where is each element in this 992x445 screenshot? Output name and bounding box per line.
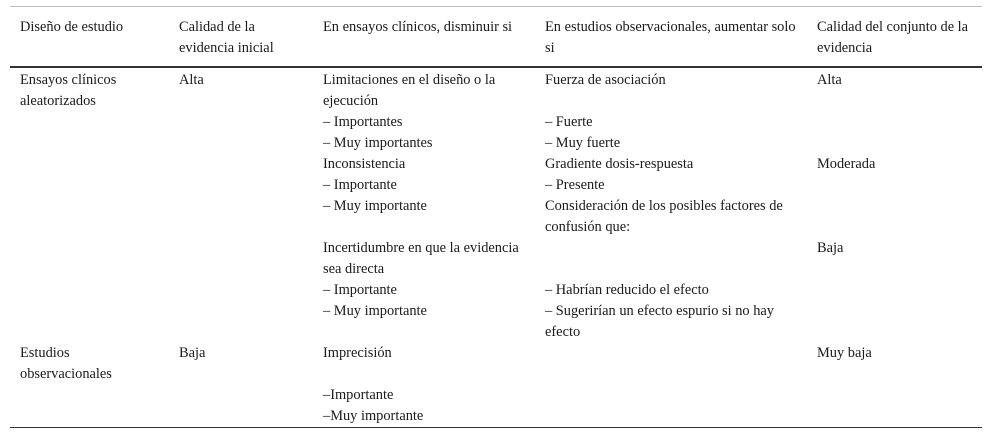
table-cell — [169, 301, 313, 343]
table-cell — [807, 406, 982, 428]
header-row — [10, 7, 982, 68]
table-cell: Baja — [817, 240, 844, 256]
table-cell — [169, 175, 313, 196]
header-cell-decrease-if: En ensayos clínicos, disminuir si — [323, 19, 513, 35]
table-cell: Muy baja — [817, 345, 872, 361]
table-cell — [10, 196, 169, 238]
table-row — [10, 301, 982, 343]
table-cell: Moderada — [817, 156, 876, 172]
table-row — [10, 133, 982, 154]
table-cell: Consideración de los posibles factores de confusión que: — [545, 198, 783, 235]
table-cell: Alta — [179, 72, 204, 88]
table-cell — [10, 238, 169, 280]
table-cell — [169, 154, 313, 175]
header-cell-initial-quality: Calidad de la evidencia inicial — [179, 19, 274, 56]
table-cell — [169, 406, 313, 428]
table-row — [10, 175, 982, 196]
table-cell — [807, 175, 982, 196]
table-cell: – Muy importantes — [323, 135, 433, 151]
table-row — [10, 406, 982, 428]
table-cell — [807, 385, 982, 406]
table-cell — [10, 133, 169, 154]
table-cell: – Habrían reducido el efecto — [545, 282, 709, 298]
table-header — [10, 7, 982, 68]
header-cell-overall-quality: Calidad del conjunto de la evidencia — [817, 19, 969, 56]
table-cell — [10, 112, 169, 133]
table-cell: – Importantes — [323, 114, 403, 130]
table-cell: – Presente — [545, 177, 605, 193]
table-cell: – Muy importante — [323, 198, 427, 214]
table-row — [10, 343, 982, 385]
table-cell — [169, 196, 313, 238]
table-cell: Alta — [817, 72, 842, 88]
table-cell: Limitaciones en el diseño o la ejecución — [323, 72, 496, 109]
table-cell: –Importante — [323, 387, 394, 403]
table-row — [10, 196, 982, 238]
table-cell: – Importante — [323, 282, 397, 298]
table-cell: – Sugerirían un efecto espurio si no hay efecto — [545, 303, 774, 340]
table-row — [10, 112, 982, 133]
table-cell: Estudios observacionales — [20, 345, 112, 382]
evidence-quality-table-container — [10, 6, 982, 428]
table-cell — [807, 301, 982, 343]
table-cell: Baja — [179, 345, 206, 361]
table-cell — [807, 133, 982, 154]
table-body — [10, 67, 982, 428]
table-cell — [10, 385, 169, 406]
table-cell: – Importante — [323, 177, 397, 193]
table-cell: Imprecisión — [323, 345, 392, 361]
table-cell — [10, 301, 169, 343]
table-cell — [169, 133, 313, 154]
table-row — [10, 280, 982, 301]
table-cell — [169, 238, 313, 280]
table-cell: –Muy importante — [323, 408, 424, 424]
table-cell — [535, 406, 807, 428]
table-cell — [807, 112, 982, 133]
table-cell: – Fuerte — [545, 114, 593, 130]
table-row — [10, 154, 982, 175]
table-cell — [535, 343, 807, 385]
evidence-quality-table — [10, 6, 982, 428]
table-cell — [535, 238, 807, 280]
table-cell: – Muy fuerte — [545, 135, 621, 151]
table-row — [10, 385, 982, 406]
table-cell: – Muy importante — [323, 303, 427, 319]
table-cell — [10, 406, 169, 428]
table-row — [10, 67, 982, 112]
table-cell — [535, 385, 807, 406]
header-cell-increase-if: En estudios observacionales, aumentar solo si — [545, 19, 796, 56]
table-cell — [169, 385, 313, 406]
table-cell — [807, 280, 982, 301]
table-cell: Gradiente dosis-respuesta — [545, 156, 694, 172]
table-cell: Fuerza de asociación — [545, 72, 666, 88]
table-cell — [169, 280, 313, 301]
table-cell — [169, 112, 313, 133]
table-cell — [807, 196, 982, 238]
table-cell: Incertidumbre en que la evidencia sea directa — [323, 240, 519, 277]
table-cell — [10, 280, 169, 301]
table-cell — [10, 175, 169, 196]
table-cell: Ensayos clínicos aleatorizados — [20, 72, 117, 109]
header-cell-study-design: Diseño de estudio — [20, 19, 124, 35]
table-cell: Inconsistencia — [323, 156, 406, 172]
table-cell — [10, 154, 169, 175]
table-row — [10, 238, 982, 280]
